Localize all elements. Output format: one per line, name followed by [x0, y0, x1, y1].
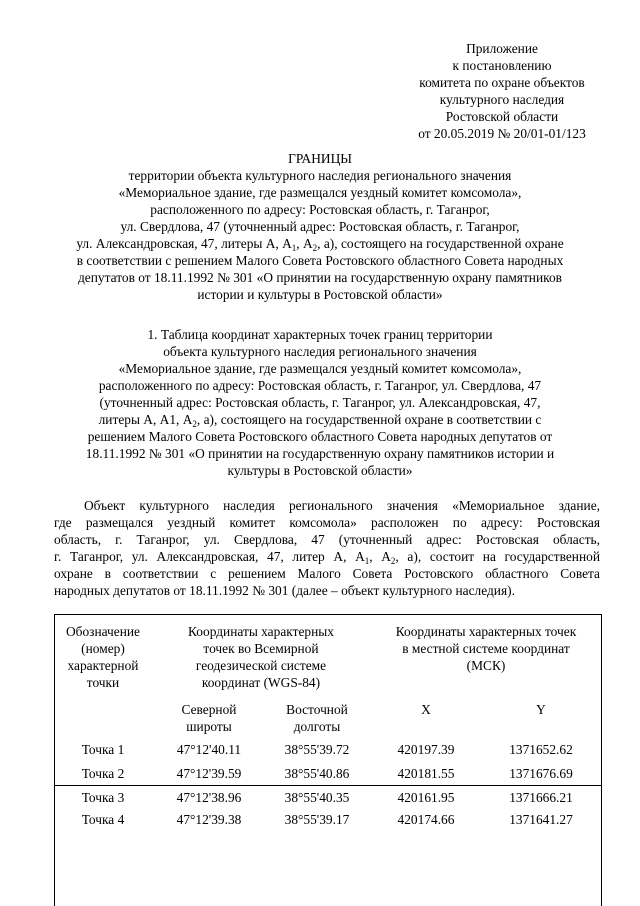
header-text: Северной	[181, 702, 237, 717]
paragraph-line: охране в соответствии с решением Малого Совета Ростовского областного Совета	[54, 566, 600, 581]
header-text: (номер)	[81, 641, 125, 656]
paragraph-line: Объект культурного наследия регионального значения «Мемориальное здание,	[84, 498, 600, 513]
approval-line: Приложение	[466, 41, 538, 56]
header-text: долготы	[293, 719, 341, 734]
approval-line: Ростовской области	[445, 109, 559, 124]
row-divider	[55, 785, 601, 786]
approval-block	[392, 40, 612, 142]
paragraph-line: г. Таганрог, ул. Александровская, 47, литер А, $А_1$, $А_2$, а), состоит на государственной	[54, 549, 600, 566]
header-text: координат (WGS-84)	[201, 675, 321, 690]
header-text: характерной	[67, 658, 139, 673]
section-line: объекта культурного наследия регионального значения	[163, 344, 477, 359]
header-text: точки	[86, 675, 120, 690]
section-line: 1. Таблица координат характерных точек границ территории	[147, 327, 493, 342]
title-line: ул. Александровская, 47, литеры А, $А_1$, $А_2$, а), состоящего на государственной охране	[76, 236, 564, 253]
title-line: истории и культуры в Ростовской области»	[197, 287, 443, 302]
header-text: Восточной	[286, 702, 348, 717]
cell-y: 1371676.69	[509, 766, 573, 781]
cell-lat: 47°12'39.38	[176, 812, 242, 827]
document-title	[40, 150, 600, 303]
body-paragraph	[54, 497, 600, 599]
header-msk	[371, 623, 601, 674]
header-text: широты	[186, 719, 232, 734]
cell-y: 1371641.27	[509, 812, 573, 827]
header-wgs	[151, 623, 371, 691]
title-line: «Мемориальное здание, где размещался уездный комитет комсомола»,	[118, 185, 522, 200]
paragraph-line: область, г. Таганрог, ул. Свердлова, 47 (уточненный адрес: Ростовская область,	[54, 532, 600, 547]
cell-lon: 38°55'39.72	[284, 742, 350, 757]
section-title	[40, 326, 600, 479]
title-line: ул. Свердлова, 47 (уточненный адрес: Ростовская область, г. Таганрог,	[120, 219, 520, 234]
title-heading: ГРАНИЦЫ	[288, 151, 352, 166]
cell-x: 420161.95	[397, 790, 455, 805]
subheader-x: X	[421, 702, 431, 717]
coordinates-table	[54, 614, 602, 906]
section-line: литеры А, А1, $А_2$, а), состоящего на государственной охране в соответствии с	[98, 412, 542, 429]
header-text: геодезической системе	[195, 658, 327, 673]
header-text: Обозначение	[66, 624, 140, 639]
cell-lat: 47°12'39.59	[176, 766, 242, 781]
section-line: решением Малого Совета Ростовского областного Совета народных депутатов от	[87, 429, 553, 444]
subheader-lon	[259, 701, 375, 735]
cell-x: 420197.39	[397, 742, 455, 757]
header-text: (МСК)	[466, 658, 506, 673]
approval-line: к постановлению	[452, 58, 552, 73]
subheader-y: Y	[536, 702, 546, 717]
header-text: в местной системе координат	[402, 641, 570, 656]
section-line: (уточненный адрес: Ростовская область, г. Таганрог, ул. Александровская, 47,	[99, 395, 541, 410]
cell-point: Точка 1	[81, 742, 125, 757]
cell-point: Точка 2	[81, 766, 125, 781]
cell-y: 1371652.62	[509, 742, 573, 757]
header-text: точек во Всемирной	[203, 641, 319, 656]
cell-lon: 38°55'40.35	[284, 790, 350, 805]
header-text: Координаты характерных	[188, 624, 334, 639]
cell-point: Точка 4	[81, 812, 125, 827]
approval-line: комитета по охране объектов	[419, 75, 585, 90]
title-line: в соответствии с решением Малого Совета Ростовского областного Совета народных	[76, 253, 564, 268]
subheader-lat	[151, 701, 267, 735]
header-designation	[55, 623, 151, 691]
cell-lon: 38°55'39.17	[284, 812, 350, 827]
section-line: «Мемориальное здание, где размещался уездный комитет комсомола»,	[118, 361, 522, 376]
approval-line: от 20.05.2019 № 20/01-01/123	[418, 126, 586, 141]
section-line: культуры в Ростовской области»	[227, 463, 413, 478]
cell-lon: 38°55'40.86	[284, 766, 350, 781]
title-line: расположенного по адресу: Ростовская область, г. Таганрог,	[150, 202, 490, 217]
cell-y: 1371666.21	[509, 790, 573, 805]
paragraph-line: народных депутатов от 18.11.1992 № 301 (далее – объект культурного наследия).	[54, 583, 515, 598]
section-line: расположенного по адресу: Ростовская область, г. Таганрог, ул. Свердлова, 47	[98, 378, 542, 393]
paragraph-line: где размещался уездный комитет комсомола» расположен по адресу: Ростовская	[54, 515, 600, 530]
header-text: Координаты характерных точек	[395, 624, 577, 639]
section-line: 18.11.1992 № 301 «О принятии на государственную охрану памятников истории и	[85, 446, 555, 461]
title-line: депутатов от 18.11.1992 № 301 «О принятии на государственную охрану памятников	[77, 270, 562, 285]
cell-point: Точка 3	[81, 790, 125, 805]
cell-x: 420174.66	[397, 812, 455, 827]
cell-lat: 47°12'38.96	[176, 790, 242, 805]
cell-x: 420181.55	[397, 766, 455, 781]
approval-line: культурного наследия	[439, 92, 565, 107]
title-line: территории объекта культурного наследия регионального значения	[128, 168, 512, 183]
cell-lat: 47°12'40.11	[176, 742, 242, 757]
